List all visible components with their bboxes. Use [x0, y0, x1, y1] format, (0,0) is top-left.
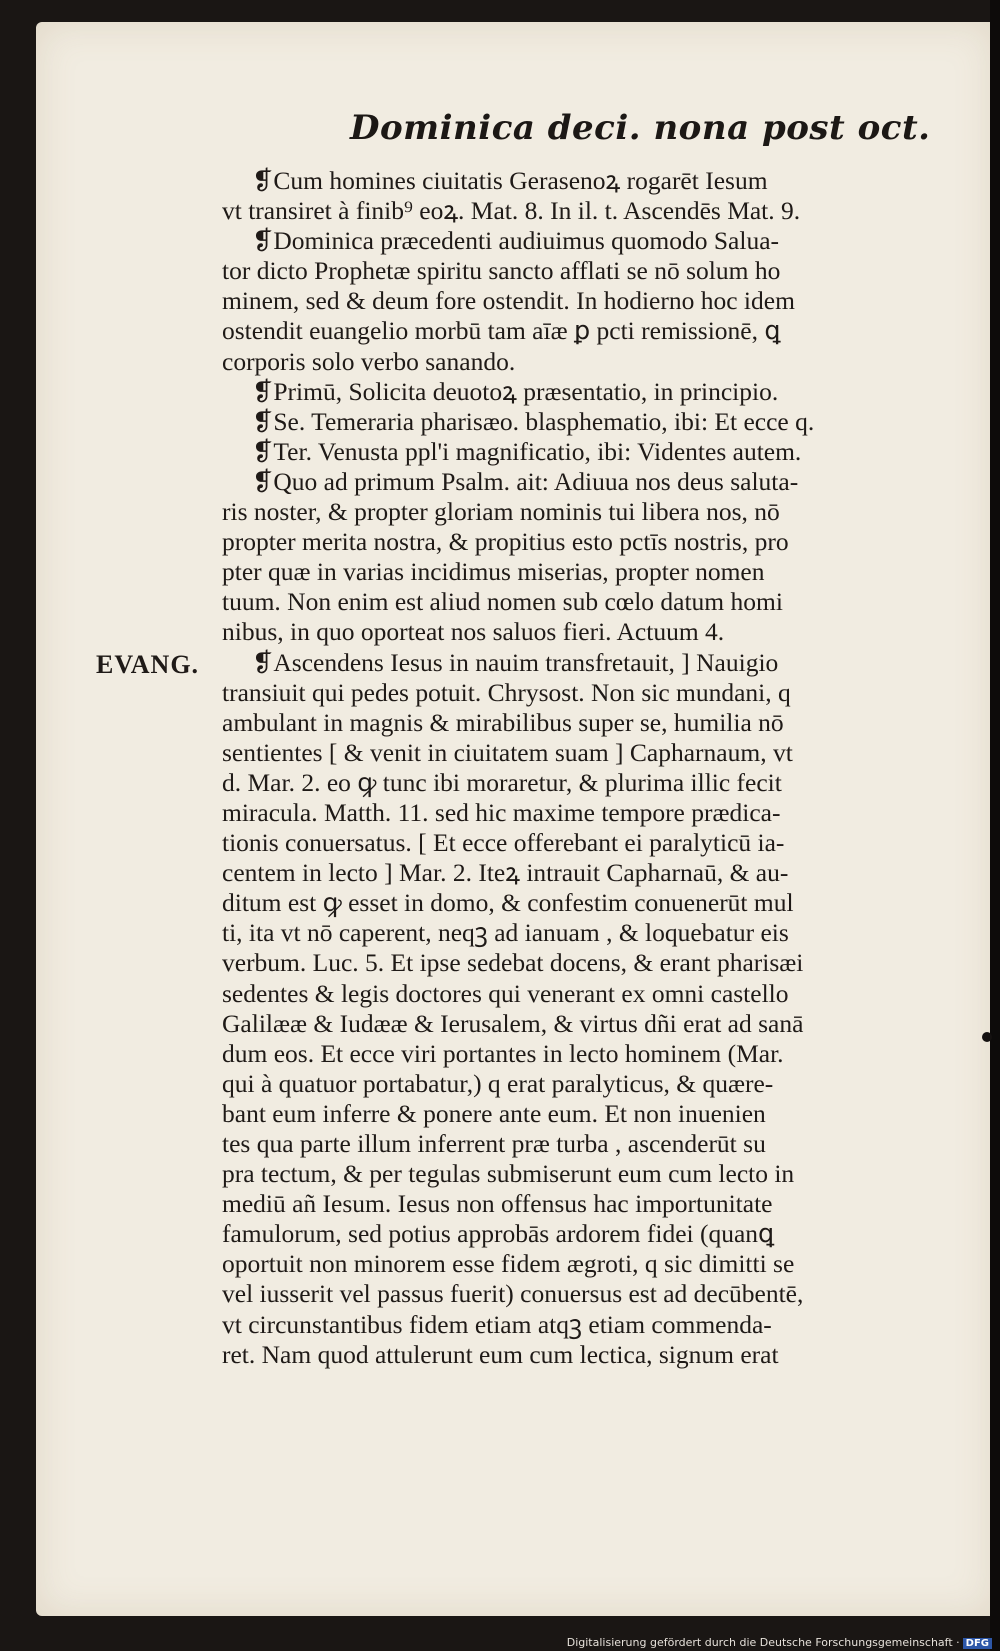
- text-line: ret. Nam quod attulerunt eum cum lectica, signum erat: [222, 1339, 779, 1369]
- text-line: sedentes & legis doctores qui venerant ex omni castello: [222, 978, 789, 1008]
- marginal-note: EVANG.: [96, 650, 200, 679]
- page-heading: Dominica deci. nona post oct.: [350, 108, 931, 148]
- funding-credit: [567, 1636, 992, 1649]
- text-line: ris noster, & propter gloriam nominis tui libera nos, nō: [222, 497, 780, 527]
- text-line: propter merita nostra, & propitius esto pctīs nostris, pro: [222, 527, 789, 557]
- text-line: ostendit euangelio morbū tam aīæ ꝑ pcti remissionē, ꝗ: [222, 316, 781, 346]
- text-line: tionis conuersatus. [ Et ecce offerebant ei paralyticū ia-: [222, 828, 785, 858]
- ink-spot: [982, 1032, 992, 1042]
- text-line: ❡Se. Temeraria pharisæo. blasphematio, ibi: Et ecce q.: [252, 406, 815, 436]
- text-line: tes qua parte illum inferrent præ turba , ascenderūt su: [222, 1129, 766, 1158]
- text-line: ditum est ꝙ esset in domo, & confestim conuenerūt mul: [222, 888, 794, 918]
- text-block: [222, 166, 912, 1370]
- text-line: tuum. Non enim est aliud nomen sub cœlo datum homi: [222, 587, 783, 617]
- text-line: transiuit qui pedes potuit. Chrysost. Non sic mundani, q: [222, 677, 791, 707]
- text-line: ❡Ascendens Iesus in nauim transfretauit, ] Nauigio: [252, 647, 779, 677]
- text-line: vt transiret à finib⁹ eoꝝ. Mat. 8. In il. t. Ascendēs Mat. 9.: [222, 196, 801, 226]
- text-line: minem, sed & deum fore ostendit. In hodierno hoc idem: [222, 286, 795, 316]
- text-line: ❡Dominica præcedenti audiuimus quomodo Salua-: [252, 226, 780, 256]
- text-line: verbum. Luc. 5. Et ipse sedebat docens, & erant pharisæi: [222, 948, 804, 978]
- text-line: corporis solo verbo sanando.: [222, 346, 516, 376]
- text-line: bant eum inferre & ponere ante eum. Et non inuenien: [222, 1098, 766, 1128]
- text-line: miracula. Matth. 11. sed hic maxime tempore prædica-: [222, 797, 781, 827]
- text-line: ❡Cum homines ciuitatis Gerasenoꝝ rogarēt Iesum: [252, 166, 768, 195]
- text-line: pter quæ in varias incidimus miserias, propter nomen: [222, 557, 765, 587]
- credit-text: Digitalisierung gefördert durch die Deutsche Forschungsgemeinschaft ·: [566, 1636, 960, 1649]
- text-line: nibus, in quo oporteat nos saluos fieri. Actuum 4.: [222, 617, 725, 647]
- text-line: ❡Primū, Solicita deuotoꝝ præsentatio, in principio.: [252, 376, 779, 406]
- text-line: tor dicto Prophetæ spiritu sancto afflati se nō solum ho: [222, 256, 781, 286]
- text-line: qui à quatuor portabatur,) q erat paralyticus, & quære-: [222, 1068, 774, 1098]
- text-line: famulorum, sed potius approbās ardorem fidei (quanꝗ: [222, 1219, 775, 1249]
- text-line: dum eos. Et ecce viri portantes in lecto hominem (Mar.: [222, 1038, 784, 1068]
- text-line: ambulant in magnis & mirabilibus super se, humilia nō: [222, 707, 784, 737]
- text-line: ❡Quo ad primum Psalm. ait: Adiuua nos deus saluta-: [252, 466, 799, 496]
- text-line: d. Mar. 2. eo ꝙ tunc ibi moraretur, & plurima illic fecit: [222, 767, 782, 797]
- dfg-logo: DFG: [963, 1638, 992, 1649]
- text-line: vt circunstantibus fidem etiam atqꝫ etiam commenda-: [222, 1309, 772, 1339]
- text-line: vel iusserit vel passus fuerit) conuersus est ad decūbentē,: [222, 1279, 804, 1309]
- text-line: oportuit non minorem esse fidem ægroti, q sic dimitti se: [222, 1249, 795, 1279]
- text-line: pra tectum, & per tegulas submiserunt eum cum lecto in: [222, 1159, 795, 1189]
- text-line: Galilææ & Iudææ & Ierusalem, & virtus dñi erat ad sanā: [222, 1008, 804, 1038]
- text-line: ❡Ter. Venusta ppl'i magnificatio, ibi: Videntes autem.: [252, 436, 802, 466]
- text-line: mediū añ Iesum. Iesus non offensus hac importunitate: [222, 1189, 773, 1219]
- text-line: sentientes [ & venit in ciuitatem suam ] Capharnaum, vt: [222, 737, 793, 767]
- binding-edge: [990, 0, 1000, 1651]
- text-line: ti, ita vt nō caperent, neqꝫ ad ianuam , & loquebatur eis: [222, 918, 789, 948]
- text-line: centem in lecto ] Mar. 2. Iteꝝ intrauit Capharnaū, & au-: [222, 858, 789, 888]
